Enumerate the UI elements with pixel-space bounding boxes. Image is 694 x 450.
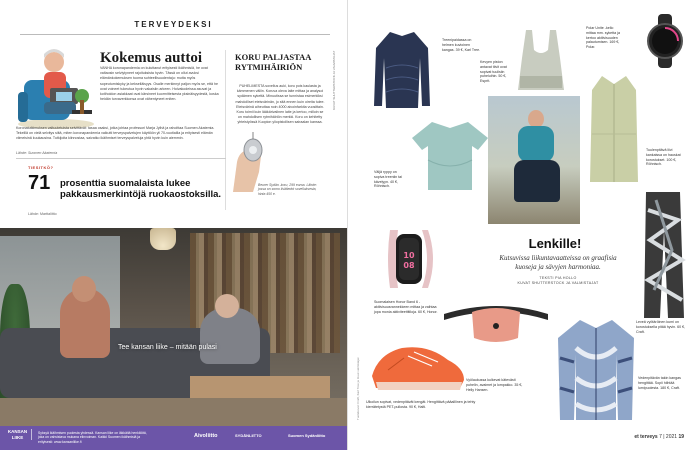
product-note-4: Väljä ryppy on sopiva treeniin tai kävelyyn. 40 €, Röhnisch. xyxy=(374,170,402,189)
sports-bra-product xyxy=(512,28,570,94)
navy-longsleeve-product xyxy=(372,28,432,110)
feature-subtitle: Kutsuvissa liikuntavaatteissa on graafisia kuoseja ja sävyjen harmoniaa. xyxy=(499,254,617,271)
photo-caption: Tee kansan liike – mitään pulasi xyxy=(118,344,217,351)
photo-table xyxy=(190,376,330,398)
stat-number: 71 xyxy=(28,172,51,194)
product-note-5: Tuulenpitävä liivi kankaissa on hauskat korostukset. 100 €, Röhnisch. xyxy=(646,148,681,167)
sidebar-article-title: KORU PALJASTAA RYTMIHÄIRIÖN xyxy=(235,52,311,72)
patterned-leggings-product xyxy=(638,190,688,320)
stat-label: TIESITKÖ? xyxy=(28,165,54,170)
teal-tshirt-product xyxy=(410,120,490,192)
photo-credit: KUVAT SHUTTERSTOCK JA VALMISTAJAT xyxy=(332,50,336,110)
running-shoe-product xyxy=(368,336,468,396)
suomen-sydanliitto-logo: Suomen Sydänliitto xyxy=(288,433,326,438)
photo-floor xyxy=(0,398,347,426)
woman-top xyxy=(518,126,554,162)
ad-badge: KANSAN LIIKE xyxy=(6,429,32,440)
product-note-2: Kevyen piston antavat tiivit ovat sopivat tuulisiin puheluihin. 50 €, Esprit. xyxy=(480,60,507,84)
sidebar-photo-caption: Beurer Sydän -koru, 299 euroa. Lähde: jossa on somo lisätiedot sovelluksesta, hinta 450 e. xyxy=(258,183,317,196)
feature-credit-text: TEKSTI PIA HOLLO xyxy=(539,276,577,280)
stat-divider xyxy=(16,158,226,159)
section-divider xyxy=(20,34,330,35)
photo-woman-head xyxy=(72,276,96,302)
aivoliitto-logo: Aivoliitto xyxy=(194,433,218,439)
photo-lamp xyxy=(150,228,176,250)
sydanliitto-logo: SYDÄNLIITTO xyxy=(235,433,262,438)
feature-credit-photos: KUVAT SHUTTERSTOCK JA VALMISTAJAT xyxy=(517,281,599,285)
section-header: TERVEYDEKSI xyxy=(134,20,213,29)
magazine-name: et terveys xyxy=(634,434,658,440)
svg-text:10: 10 xyxy=(403,251,415,260)
product-note-3: Polar Unite -kello mittaa mm. syketta ja kertoo aktiivisuuden palautumisen. 169 €, Polar. xyxy=(586,26,620,50)
stat-source: Lähde: Marttaliitto xyxy=(28,212,57,216)
product-credit: Tuotekuvat: Craft, Karl Tree ja muut valmistajat xyxy=(356,357,360,420)
woman-laptop-illustration xyxy=(14,40,98,130)
green-vest-product xyxy=(586,74,642,184)
woman-leggings xyxy=(514,160,560,202)
tie-dye-jacket-product xyxy=(554,318,638,422)
svg-text:08: 08 xyxy=(403,261,415,270)
advertisement-bar xyxy=(0,426,347,450)
photo-man-head xyxy=(215,294,239,318)
product-note-7: Leveä vyötäröinen kumi on korostuksella pitää hyvin. 60 €, Craft. xyxy=(636,320,686,334)
feature-title: Lenkille! xyxy=(528,236,582,251)
stat-text: prosenttia suomalaista lukee pakkausmerkintöjä ruokaostoksilla. xyxy=(60,178,222,200)
woman-exercising-photo xyxy=(488,96,580,224)
page-footer xyxy=(634,434,684,440)
article-body-continued: Koronatutkimuksen valtuutetuista selvittävät: tasaa osaksi, jotka johtaa professori Marja Jylhä ja rahoittaa Suomen Akatemia. Tekeillä on vielä selvitys siitä, miten koronapandemia vaikutti terveyspalvelujen käyttöön yli 70-vuotiailla ja erityisesti elämän viimeisinä kuukausina. Tutkijoita kiinnostaa, saivatko ikäihmiset terveyspalveluja yhtä hyvin kuin aiemmin. xyxy=(16,126,215,141)
ad-text: Syksyä ikäihmisen puolesta yhdessä. Kansan liike on iäkkäitä henkilöitä, joka on vahvistava mukana elinvoiman. Kaikki Suomen ikäihmisiä ja erityisesti: www.kansanliike.fi xyxy=(38,431,147,444)
page-number: 19 xyxy=(678,434,684,440)
article-source: Lähde: Suomen Akatemia xyxy=(16,151,58,155)
feature-credits xyxy=(493,276,623,286)
article-title: Kokemus auttoi xyxy=(100,50,203,66)
living-room-photo xyxy=(0,228,347,426)
product-note-1: Treenipaidassa on helmen kuvioinen kangas. 39 €, Karl Tree. xyxy=(442,38,481,52)
issue-number: 7 | 2021 xyxy=(659,434,678,440)
honor-band-product xyxy=(382,220,444,298)
sidebar-article-body: PUHELIMESTA sovellus auki, koru pois kaulasta ja kämmenen väliin. Koruva oleva laite mittaa ja analysoi sydämen sykettä. Minuutissa se tunnistaa esimerkiksi mahdolliset eteisvärinän, jo sitä ennen kuin oireita tulee. Eteisvärinä aiheuttaa noin 4000 aivoinfarktia vuosittain. Koru toimii kuin lääkärivalinen laite ja kertoo, milloin se on mahdollisen rytmihäiriön merkki. Koru on kehitetty yhteistyössä Kuopion yliopistollisen sairaalan kanssa. xyxy=(235,84,325,125)
right-page xyxy=(347,0,694,450)
product-note-9: Ulkoilun sopivat, vedenpitävät kengät. Hengittävä pääalllinen ja tehty kierrätetystä PET-pullosta. 90 €, Halti. xyxy=(366,400,476,409)
product-note-8: Vyölaukussa kulkevat kätevästi puhelin, avaimet ja lompakko. 35 €, Helly Hansen. xyxy=(466,378,523,392)
polar-watch-product xyxy=(642,14,688,68)
product-note-6: Suomalaisen Honor Band 6 -aktiivisuusrannekkeen mittaa ja vaihtaa jopa monia aktiviteettitiloja. 60 €, Honor. xyxy=(374,300,438,314)
article-body: VANHA koronapandemia on kuluttanut erityisesti ikäihmisiä, he ovat valtaosin selviytyneet rajoituksista hyvin. Tässä on ollut avuksi elämänkokemuksen tuoma suhteellisuudentaju: mutta myös sopeutumiskyky ja kekseliäisyys. Osalle merkinnyt paljon myös se, että he ovat voineet tukeutua hyvin vakaisiin arkeen. Hoivakodeissa asuvat ja kotihoidon asiakkaat ovat kärsineet kuormitteisesta yksinäisyydestä, koska heidän turvaverkkonsa ovat vähentyneet eniten. xyxy=(100,66,219,102)
product-note-10: Vedenpitävän takin kangas hengittää. Sopii hiihtää lumipuolesta. 180 €, Craft. xyxy=(638,376,681,390)
